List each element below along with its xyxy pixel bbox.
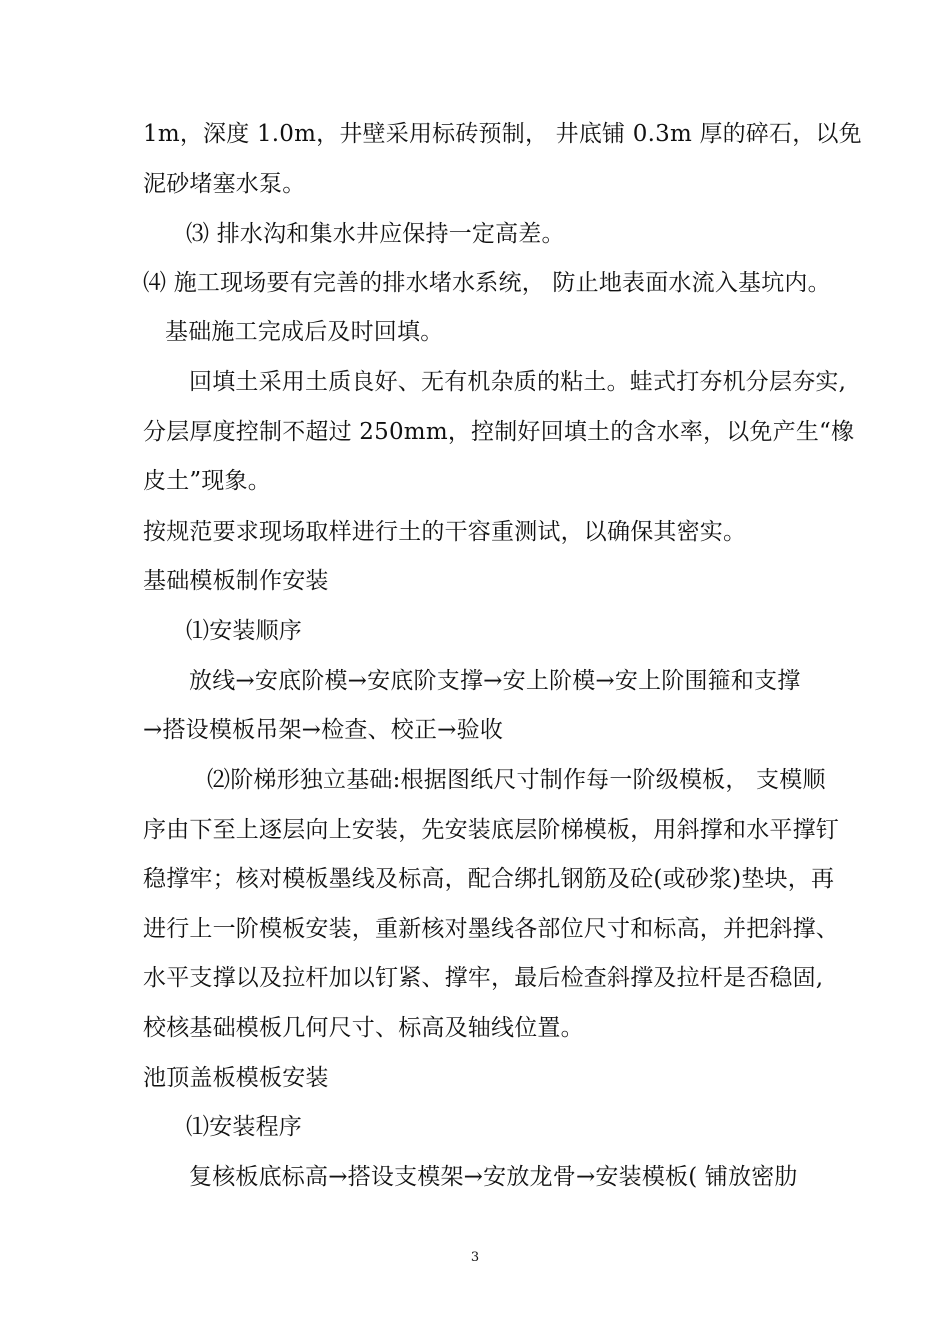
- text-line-4: ⑷ 施工现场要有完善的排水堵水系统， 防止地表面水流入基坑内。: [143, 270, 831, 296]
- text-line-21: ⑴安装程序: [186, 1114, 302, 1140]
- text-line-7: 分层厚度控制不超过 250mm，控制好回填土的含水率，以免产生“橡: [143, 419, 855, 445]
- section-heading-foundation-formwork: 基础模板制作安装: [143, 568, 329, 594]
- text-line-6: 回填土采用土质良好、无有机杂质的粘土。蛙式打夯机分层夯实,: [189, 369, 847, 395]
- text-line-14: ⑵阶梯形独立基础:根据图纸尺寸制作每一阶级模板， 支模顺: [207, 767, 826, 793]
- page-number: 3: [470, 1250, 480, 1265]
- text-line-9: 按规范要求现场取样进行土的干容重测试，以确保其密实。: [143, 519, 747, 545]
- text-line-18: 水平支撑以及拉杆加以钉紧、撑牢，最后检查斜撑及拉杆是否稳固,: [143, 965, 824, 991]
- text-line-11: ⑴安装顺序: [186, 618, 302, 644]
- text-line-17: 进行上一阶模板安装，重新核对墨线各部位尺寸和标高，并把斜撑、: [143, 916, 839, 942]
- text-line-19: 校核基础模板几何尺寸、标高及轴线位置。: [143, 1015, 584, 1041]
- text-line-3: ⑶ 排水沟和集水井应保持一定高差。: [186, 221, 565, 247]
- text-line-8: 皮土”现象。: [143, 468, 271, 494]
- text-line-16: 稳撑牢；核对模板墨线及标高，配合绑扎钢筋及砼(或砂浆)垫块，再: [143, 866, 835, 892]
- section-heading-roof-slab-formwork: 池顶盖板模板安装: [143, 1065, 329, 1091]
- text-line-13: →搭设模板吊架→检查、校正→验收: [143, 717, 504, 743]
- text-line-12: 放线→安底阶模→安底阶支撑→安上阶模→安上阶围箍和支撑: [189, 668, 801, 694]
- text-line-15: 序由下至上逐层向上安装，先安装底层阶梯模板，用斜撑和水平撑钉: [143, 817, 839, 843]
- text-line-1: 1m，深度 1.0m，井壁采用标砖预制， 井底铺 0.3m 厚的碎石，以免: [143, 121, 862, 147]
- text-line-5: 基础施工完成后及时回填。: [165, 319, 444, 345]
- text-line-2: 泥砂堵塞水泵。: [143, 171, 306, 197]
- text-line-22: 复核板底标高→搭设支模架→安放龙骨→安装模板( 铺放密肋: [189, 1164, 798, 1190]
